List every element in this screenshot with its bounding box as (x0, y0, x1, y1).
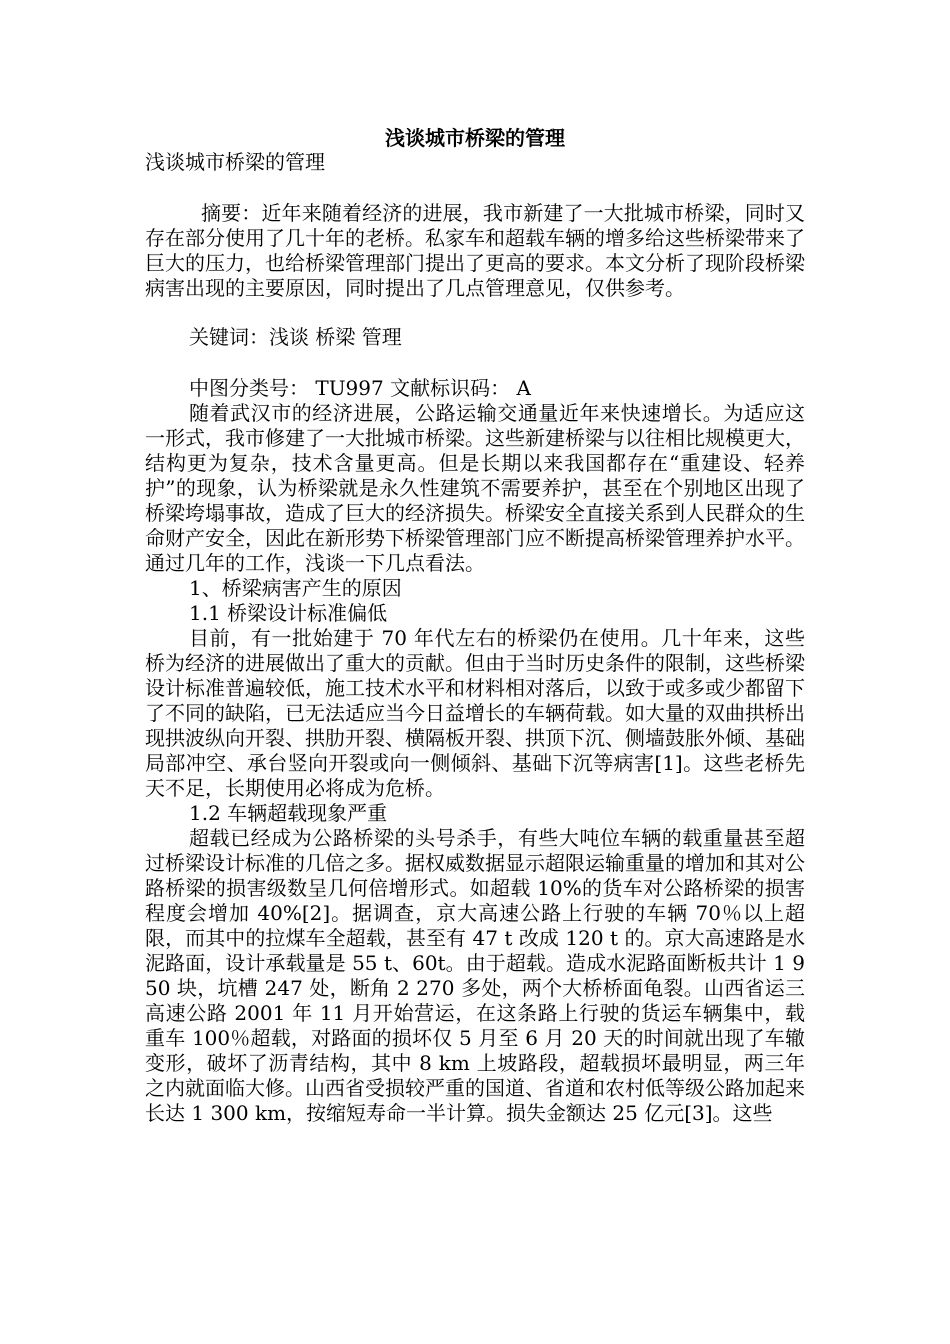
keywords-line: 关键词：浅谈 桥梁 管理 (189, 325, 402, 349)
abstract-paragraph: 摘要：近年来随着经济的进展，我市新建了一大批城市桥梁，同时又存在部分使用了几十年的老桥。私家车和超载车辆的增多给这些桥梁带来了巨大的压力，也给桥梁管理部门提出了更高的要求。本文分析了现阶段桥梁病害出现的主要原因，同时提出了几点管理意见，仅供参考。 (145, 201, 805, 300)
classification-line: 中图分类号： TU997 文献标识码： A (189, 376, 531, 400)
section-heading-1-2: 1.2 车辆超载现象严重 (189, 801, 388, 825)
intro-paragraph: 随着武汉市的经济进展，公路运输交通量近年来快速增长。为适应这一形式，我市修建了一大批城市桥梁。这些新建桥梁与以往相比规模更大，结构更为复杂，技术含量更高。但是长期以来我国都存在“重建设、轻养护”的现象，认为桥梁就是永久性建筑不需要养护，甚至在个别地区出现了桥梁垮塌事故，造成了巨大的经济损失。桥梁安全直接关系到人民群众的生命财产安全，因此在新形势下桥梁管理部门应不断提高桥梁管理养护水平。通过几年的工作，浅谈一下几点看法。 (145, 401, 805, 575)
section-1-1-paragraph: 目前，有一批始建于 70 年代左右的桥梁仍在使用。几十年来，这些桥为经济的进展做出了重大的贡献。但由于当时历史条件的限制，这些桥梁设计标准普遍较低，施工技术水平和材料相对落后，以致于或多或少都留下了不同的缺陷，已无法适应当今日益增长的车辆荷载。如大量的双曲拱桥出现拱波纵向开裂、拱肋开裂、横隔板开裂、拱顶下沉、侧墙鼓胀外倾、基础局部冲空、承台竖向开裂或向一侧倾斜、基础下沉等病害[1]。这些老桥先天不足，长期使用必将成为危桥。 (145, 626, 805, 800)
section-1-2-paragraph: 超载已经成为公路桥梁的头号杀手，有些大吨位车辆的载重量甚至超过桥梁设计标准的几倍之多。据权威数据显示超限运输重量的增加和其对公路桥梁的损害级数呈几何倍增形式。如超载 10%的货车对公路桥梁的损害程度会增加 40%[2]。据调查，京大高速公路上行驶的车辆 70％以上超限，而其中的拉煤车全超载，甚至有 47 t 改成 120 t 的。京大高速路是水泥路面，设计承载量是 55 t、60t。由于超载。造成水泥路面断板共计 1 950 块，坑槽 247 处，断角 2 270 多处，两个大桥桥面龟裂。山西省运三高速公路 2001 年 11 月开始营运，在这条路上行驶的货运车辆集中，载重车 100％超载，对路面的损坏仅 5 月至 6 月 20 天的时间就出现了车辙变形，破坏了沥青结构，其中 8 km 上坡路段，超载损坏最明显，两三年之内就面临大修。山西省受损较严重的国道、省道和农村低等级公路加起来长达 1 300 km，按缩短寿命一半计算。损失金额达 25 亿元[3]。这些 (145, 826, 805, 1125)
document-subtitle: 浅谈城市桥梁的管理 (145, 150, 325, 174)
section-heading-1-1: 1.1 桥梁设计标准偏低 (189, 601, 388, 625)
page-title: 浅谈城市桥梁的管理 (385, 126, 565, 150)
document-body (145, 150, 805, 1126)
section-heading-1: 1、桥梁病害产生的原因 (189, 576, 402, 600)
